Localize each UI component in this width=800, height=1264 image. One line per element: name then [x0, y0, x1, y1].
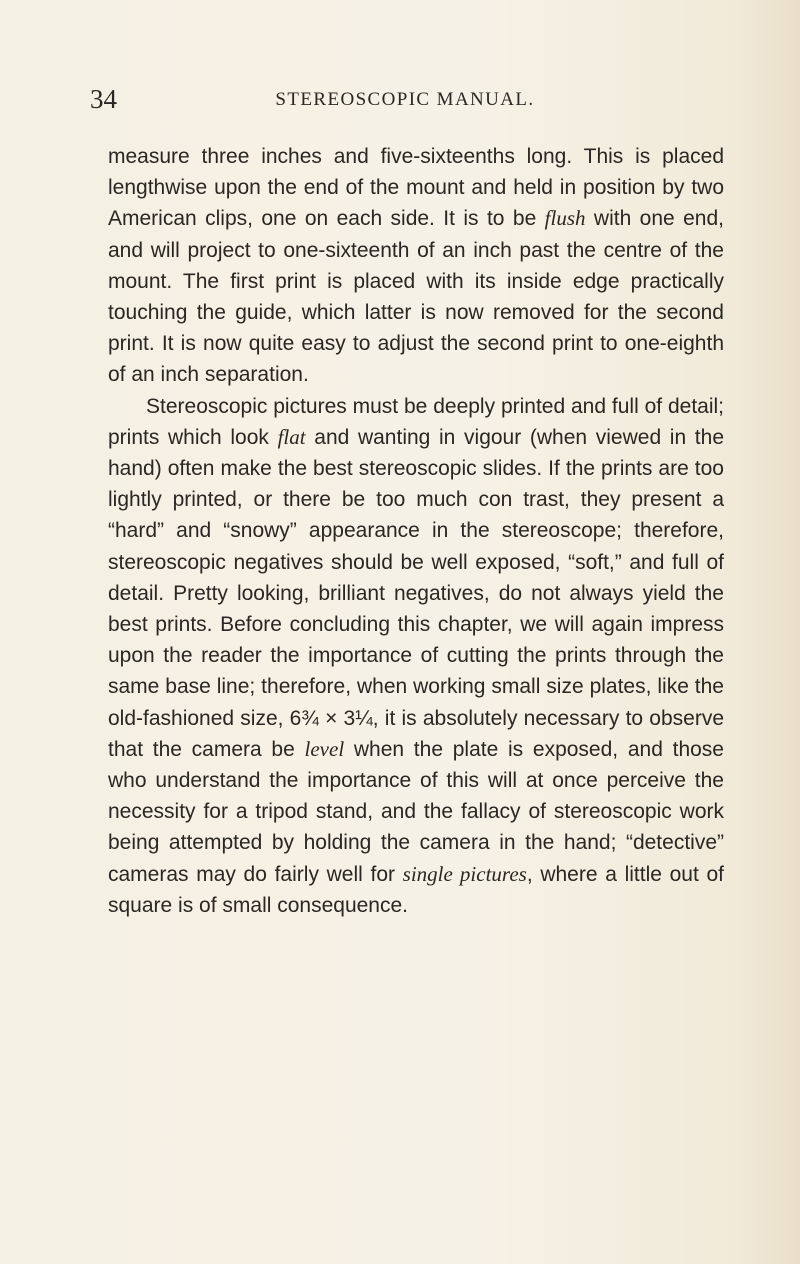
text-segment: Stereoscopic pictures must be deeply printed and full of detail; prints which look	[108, 394, 724, 449]
page-header	[90, 84, 720, 124]
running-head: STEREOSCOPIC MANUAL.	[275, 89, 535, 110]
italic-text: level	[304, 736, 345, 761]
paragraph-1	[108, 141, 724, 391]
text-segment: measure three inches and five-sixteenths long. This is placed lengthwise upon the end of the mount and held in position by two American clips, one on each side. It is to be	[108, 145, 724, 231]
italic-text: flat	[277, 424, 306, 449]
text-segment: when the plate is exposed, and those who understand the importance of this will at once perceive the necessity for a tripod stand, and the fallacy of stereoscopic work being attempted by holding the camera in the hand; “detective” cameras may do fairly well for	[108, 737, 724, 886]
text-segment: with one end, and will project to one-sixteenth of an inch past the centre of the mount. The first print is placed with its inside edge practically touching the guide, which latter is now removed for the second print. It is now quite easy to adjust the second print to one-eighth of an inch separation.	[108, 207, 724, 387]
text-segment: , where a little out of square is of small consequence.	[108, 862, 724, 917]
paragraph-2	[108, 391, 724, 921]
italic-text: flush	[544, 206, 586, 231]
page-number: 34	[90, 84, 117, 114]
italic-text: single pictures	[402, 861, 527, 886]
text-segment: and wanting in vigour (when viewed in the hand) often make the best stereoscopic slides. If the prints are too lightly printed, or there be too much con trast, they present a “hard” and “snowy” appearance in the stereoscope; therefore, stereoscopic negatives should be well exposed, “soft,” and full of detail. Pretty looking, brilliant negatives, do not always yield the best prints. Before concluding this chapter, we will again impress upon the reader the importance of cutting the prints through the same base line; therefore, when working small size plates, like the old-fashioned size, 6¾ × 3¼, it is absolutely necessary to observe that the camera be	[108, 425, 724, 761]
body-text	[108, 141, 724, 921]
